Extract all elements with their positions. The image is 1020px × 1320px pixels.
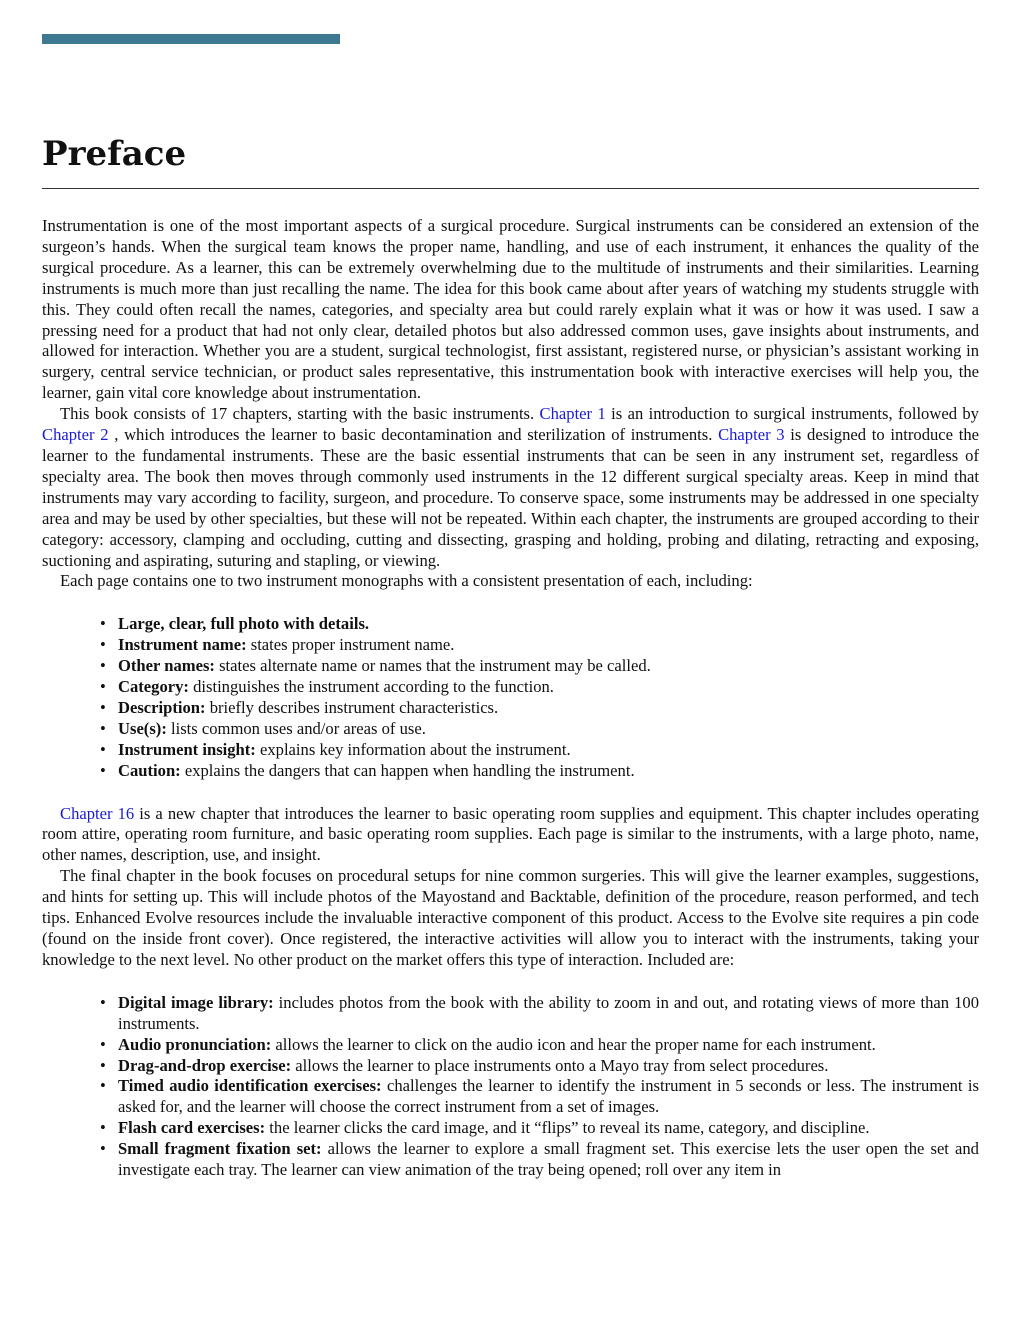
paragraph-text: is a new chapter that introduces the learner to basic operating room supplies and equipment. This chapter includes operating room attire, operating room furniture, and basic operating room supplies. Each page is similar to the instruments, with a large photo, name, other names, description, use, and insight. xyxy=(42,803,979,865)
paragraph-text: This book consists of 17 chapters, starting with the basic instruments. xyxy=(60,404,540,424)
paragraph-chapters xyxy=(42,404,979,571)
list-item-description: states proper instrument name. xyxy=(246,635,455,655)
list-item-term: Use(s): xyxy=(118,718,167,738)
list-item-description: allows the learner to click on the audio icon and hear the proper name for each instrument. xyxy=(271,1034,876,1054)
paragraph-intro: Instrumentation is one of the most important aspects of a surgical procedure. Surgical instruments can be considered an extension of the surgeon’s hands. When the surgical team knows the proper name, handling, and use of each instrument, it enhances the quality of the surgical procedure. As a learner, this can be extremely overwhelming due to the multitude of instruments and their similarities. Learning instruments is much more than just recalling the name. The idea for this book came about after years of watching my students struggle with this. They could often recall the names, categories, and specialty area but could rarely explain what it was or how it was used. I saw a pressing need for a product that had not only clear, detailed photos but also addressed common uses, gave insights about instruments, and allowed for interaction. Whether you are a student, surgical technologist, first assistant, registered nurse, or physician’s assistant working in surgery, central service technician, or product sales representative, this instrumentation book with interactive exercises will help you, the learner, gain vital core knowledge about instrumentation. xyxy=(42,216,979,403)
paragraph-monograph-intro: Each page contains one to two instrument monographs with a consistent presentation of each, including: xyxy=(60,571,753,591)
list-item-description: allows the learner to place instruments onto a Mayo tray from select procedures. xyxy=(291,1055,829,1075)
list-item xyxy=(42,677,979,698)
list-item-description: explains the dangers that can happen when handling the instrument. xyxy=(180,760,635,780)
list-item-term: Category: xyxy=(118,677,189,697)
chapter-16-link[interactable]: Chapter 16 xyxy=(60,803,135,823)
bullet-icon: • xyxy=(100,760,106,780)
bullet-icon: • xyxy=(100,739,106,759)
list-item-term: Digital image library: xyxy=(118,992,274,1012)
list-item xyxy=(42,1056,979,1077)
list-item-description: challenges the learner to identify the instrument in 5 seconds or less. The instrument is asked for, and the learner will choose the correct instrument from a set of images. xyxy=(118,1076,979,1117)
list-item-term: Drag-and-drop exercise: xyxy=(118,1055,292,1075)
list-item-term: Audio pronunciation: xyxy=(118,1034,272,1054)
paragraph-chapter-16 xyxy=(42,804,979,867)
list-item-term: Caution: xyxy=(118,760,181,780)
chapter-2-link[interactable]: Chapter 2 xyxy=(42,425,109,445)
preface-body xyxy=(42,216,979,1181)
paragraph-text: is an introduction to surgical instruments, followed by xyxy=(605,404,979,424)
list-item-description: explains key information about the instrument. xyxy=(255,739,571,759)
page-title: Preface xyxy=(42,134,187,174)
list-item xyxy=(42,1076,979,1118)
bullet-icon: • xyxy=(100,656,106,676)
chapter-1-link[interactable]: Chapter 1 xyxy=(539,404,606,424)
list-item xyxy=(42,1035,979,1056)
list-item-term: Flash card exercises: xyxy=(118,1118,266,1138)
list-item-description: lists common uses and/or areas of use. xyxy=(166,718,426,738)
list-item xyxy=(42,993,979,1035)
list-item-term: Instrument insight: xyxy=(118,739,256,759)
list-item xyxy=(42,1139,979,1181)
bullet-icon: • xyxy=(100,1118,106,1138)
paragraph-text: , which introduces the learner to basic decontamination and sterilization of instruments. xyxy=(108,425,719,445)
list-item xyxy=(42,614,979,635)
list-item xyxy=(42,761,979,782)
bullet-icon: • xyxy=(100,677,106,697)
bullet-icon: • xyxy=(100,614,106,634)
list-item-description: allows the learner to explore a small fragment set. This exercise lets the user open the set and investigate each tray. The learner can view animation of the tray being opened; roll over any item in xyxy=(118,1139,979,1180)
evolve-resources-list xyxy=(42,993,979,1181)
list-item-term: Timed audio identification exercises: xyxy=(118,1076,382,1096)
list-item-term: Description: xyxy=(118,697,206,717)
bullet-icon: • xyxy=(100,697,106,717)
list-item xyxy=(42,635,979,656)
bullet-icon: • xyxy=(100,1055,106,1075)
bullet-icon: • xyxy=(100,1076,106,1096)
list-item-term: Small fragment fixation set: xyxy=(118,1139,322,1159)
list-item-description: states alternate name or names that the instrument may be called. xyxy=(214,656,651,676)
bullet-icon: • xyxy=(100,718,106,738)
bullet-icon: • xyxy=(100,1139,106,1159)
bullet-icon: • xyxy=(100,992,106,1012)
chapter-3-link[interactable]: Chapter 3 xyxy=(718,425,785,445)
list-item xyxy=(42,740,979,761)
list-item-description: briefly describes instrument characteristics. xyxy=(205,697,499,717)
list-item-description: the learner clicks the card image, and it “flips” to reveal its name, category, and discipline. xyxy=(265,1118,870,1138)
list-item-term: Other names: xyxy=(118,656,215,676)
paragraph-final-chapter: The final chapter in the book focuses on procedural setups for nine common surgeries. This will give the learner examples, suggestions, and hints for setting up. This will include photos of the Mayostand and Backtable, definition of the procedure, reason performed, and tech tips. Enhanced Evolve resources include the invaluable interactive component of this product. Access to the Evolve site requires a pin code (found on the inside front cover). Once registered, the interactive activities will allow you to interact with the instruments, taking your knowledge to the next level. No other product on the market offers this type of interaction. Included are: xyxy=(42,866,979,969)
list-item xyxy=(42,698,979,719)
bullet-icon: • xyxy=(100,635,106,655)
list-item-term: Instrument name: xyxy=(118,635,247,655)
bullet-icon: • xyxy=(100,1034,106,1054)
title-divider xyxy=(42,188,979,189)
paragraph-text: is designed to introduce the learner to the fundamental instruments. These are the basic essential instruments that can be seen in any instrument set, regardless of specialty area. The book then moves through commonly used instruments in the 12 different surgical specialty areas. Keep in mind that instruments may vary according to facility, surgeon, and procedure. To conserve space, some instruments may be addressed in one specialty area and may be used by other specialties, but these will not be repeated. Within each chapter, the instruments are grouped according to their category: accessory, clamping and occluding, cutting and dissecting, grasping and holding, probing and dilating, retracting and exposing, suctioning and aspirating, suturing and stapling, or viewing. xyxy=(42,425,979,570)
list-item xyxy=(42,1118,979,1139)
list-item-description: distinguishes the instrument according to the function. xyxy=(188,677,554,697)
list-item-term: Large, clear, full photo with details. xyxy=(118,614,370,634)
list-item-description: includes photos from the book with the ability to zoom in and out, and rotating views of more than 100 instruments. xyxy=(118,992,979,1033)
monograph-list xyxy=(42,614,979,781)
list-item xyxy=(42,719,979,740)
header-accent-bar xyxy=(42,34,340,44)
list-item xyxy=(42,656,979,677)
